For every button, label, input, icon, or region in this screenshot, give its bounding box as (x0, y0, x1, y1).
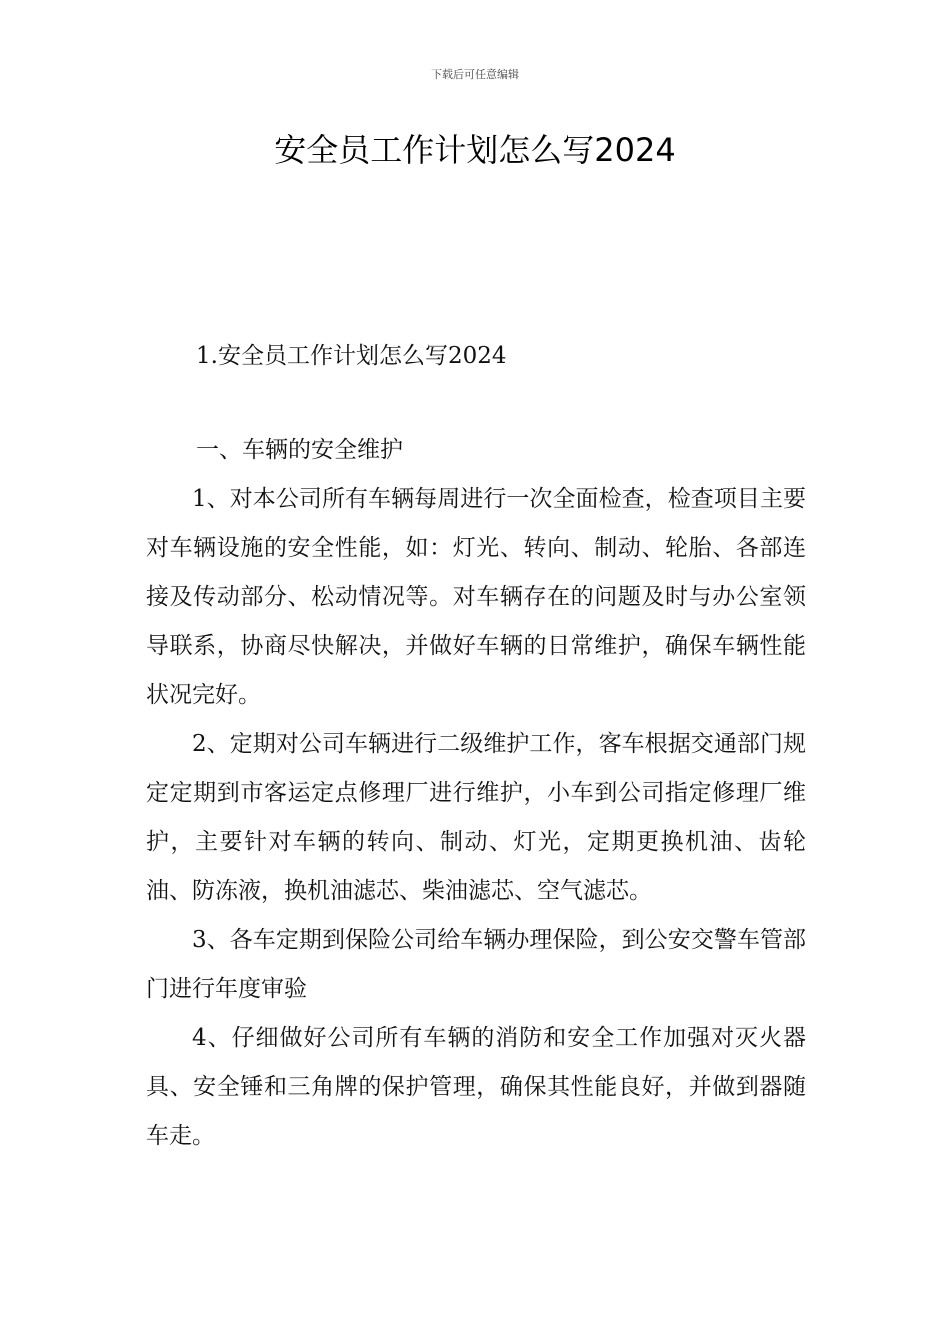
document-title: 安全员工作计划怎么写2024 (274, 131, 676, 169)
paragraph-3: 3、各车定期到保险公司给车辆办理保险，到公安交警车管部门进行年度审验 (146, 927, 806, 1002)
paragraph-2: 2、定期对公司车辆进行二级维护工作，客车根据交通部门规定定期到市客运定点修理厂进行维护，小车到公司指定修理厂维护，主要针对车辆的转向、制动、灯光，定期更换机油、齿轮油、防冻液，换机油滤芯、柴油滤芯、空气滤芯。 (146, 731, 806, 904)
subtitle: 1.安全员工作计划怎么写2024 (196, 343, 507, 369)
section-heading: 一、车辆的安全维护 (196, 437, 403, 463)
paragraph-1: 1、对本公司所有车辆每周进行一次全面检查，检查项目主要对车辆设施的安全性能，如：灯光、转向、制动、轮胎、各部连接及传动部分、松动情况等。对车辆存在的问题及时与办公室领导联系，协商尽快解决，并做好车辆的日常维护，确保车辆性能状况完好。 (146, 486, 806, 708)
header-note: 下载后可任意编辑 (431, 68, 519, 81)
document-body (146, 332, 806, 1161)
paragraph-4: 4、仔细做好公司所有车辆的消防和安全工作加强对灭火器具、安全锤和三角牌的保护管理，确保其性能良好，并做到器随车走。 (146, 1025, 806, 1149)
